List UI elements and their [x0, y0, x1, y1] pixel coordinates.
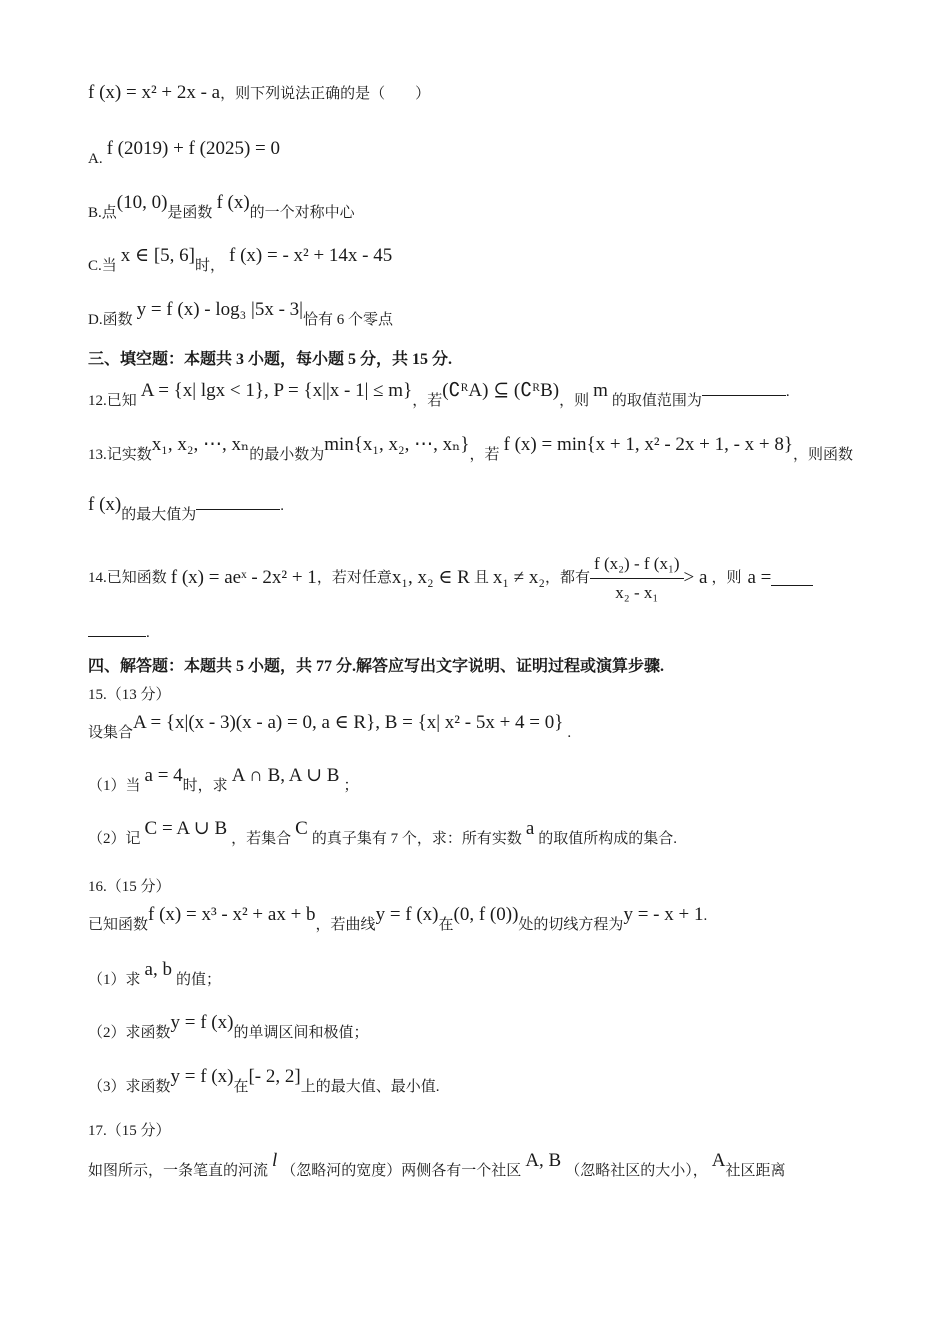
q17-text2: （忽略河的宽度）两侧各有一个社区 [281, 1163, 522, 1179]
q16-part1-label: （1）求 [88, 972, 141, 988]
q13-label: 13.记实数 [88, 447, 152, 463]
q16-part3-function: y = f (x) [170, 1066, 234, 1087]
q13-text3: ，则函数 [793, 447, 854, 463]
q14-text1: ，若对任意 [316, 570, 392, 586]
q16-text2: 在 [438, 917, 454, 933]
q15-part1-sets: A ∩ B, A ∪ B [231, 765, 340, 786]
q14-text2: 且 [473, 570, 489, 586]
q13-text4: 的最大值为 [121, 507, 197, 523]
option-b-point: (10, 0) [116, 192, 168, 213]
q13-end: . [280, 498, 284, 514]
q17-text1: 如图所示，一条笔直的河流 [88, 1163, 269, 1179]
q17-number: 17.（15 分） [88, 1123, 171, 1139]
q16-point: (0, f (0)) [453, 904, 519, 925]
q17-river-l: l [272, 1150, 278, 1171]
q13-text1: 的最小数为 [249, 447, 325, 463]
q14-answer-var: a = [747, 567, 772, 588]
q12-answer-blank [702, 381, 786, 396]
q14-function: f (x) = aeˣ - 2x² + 1 [170, 567, 317, 588]
q15-sets: A = {x|(x - 3)(x - a) = 0, a ∈ R}, B = {x| x² - 5x + 4 = 0} [133, 712, 564, 733]
q15-part2-set-c: C = A ∪ B [144, 818, 228, 839]
q16-text3: 处的切线方程为 [518, 917, 624, 933]
q14-condition: x₁ ≠ x₂ [492, 567, 546, 588]
q17-communities: A, B [525, 1150, 562, 1171]
q12-text3: 的取值范围为 [611, 393, 702, 409]
q17-community-a: A [711, 1150, 726, 1171]
q11-stem-formula: f (x) = x² + 2x - a [88, 82, 221, 103]
q16-part1-vars: a, b [144, 959, 172, 980]
q16-part2 [88, 1012, 862, 1044]
q16-part1 [88, 959, 862, 991]
q16-part3-text2: 上的最大值、最小值. [300, 1079, 440, 1095]
q15-part1-end: ； [343, 778, 359, 794]
q14-domain: x₁, x₂ ∈ R [391, 567, 470, 588]
q15-part1-text: 时，求 [182, 778, 228, 794]
q14-fraction [590, 553, 683, 604]
option-d-formula: y = f (x) - log₃ |5x - 3| [136, 299, 303, 320]
q14-fraction-numerator: f (x₂) - f (x₁) [590, 553, 683, 579]
q11-option-b [88, 192, 862, 224]
q13-line2 [88, 494, 862, 526]
option-c-formula: f (x) = - x² + 14x - 45 [229, 245, 393, 266]
q16-stem [88, 904, 862, 936]
q16-text1: ，若曲线 [315, 917, 376, 933]
option-c-text1: 时， [194, 258, 225, 274]
q15-part2-text3: 的取值所构成的集合. [538, 831, 678, 847]
section-4-heading: 四、解答题：本题共 5 小题，共 77 分.解答应写出文字说明、证明过程或演算步骤. [88, 658, 665, 675]
q12-text2: ，则 [559, 393, 590, 409]
q14-answer-blank-1 [771, 571, 813, 586]
q17-stem [88, 1150, 862, 1182]
q15-stem-label: 设集合 [88, 725, 134, 741]
q13-answer-blank [196, 495, 280, 510]
q15-stem-end: . [567, 725, 572, 741]
option-c-label: C.当 [88, 258, 117, 274]
q11-stem-text: ，则下列说法正确的是（ ） [220, 86, 431, 102]
q16-part2-function: y = f (x) [170, 1012, 234, 1033]
q16-function: f (x) = x³ - x² + ax + b [148, 904, 316, 925]
q15-part2-a: a [525, 818, 535, 839]
q14-answer-blank-2 [88, 622, 146, 637]
option-b-text2: 的一个对称中心 [249, 205, 355, 221]
q15-number: 15.（13 分） [88, 687, 171, 703]
q16-stem-end: . [703, 908, 708, 924]
q12-complement-relation: (∁ᴿA) ⊆ (∁ᴿB) [442, 380, 560, 401]
q16-part3-label: （3）求函数 [88, 1079, 171, 1095]
q12-variable-m: m [593, 380, 608, 401]
q15-part2 [88, 818, 862, 850]
q16-tangent-line: y = - x + 1 [623, 904, 704, 925]
q14-label: 14.已知函数 [88, 570, 167, 586]
q14-text3: ，都有 [545, 570, 591, 586]
q14-fraction-denominator: x₂ - x₁ [615, 582, 659, 602]
q17-text4: 社区距离 [725, 1163, 786, 1179]
q13-function-ref: f (x) [88, 494, 122, 515]
option-a-label: A. [88, 151, 103, 167]
q11-option-c [88, 245, 862, 277]
q15-stem [88, 712, 862, 744]
q13 [88, 434, 862, 466]
q15-part1-label: （1）当 [88, 778, 141, 794]
q13-function: f (x) = min{x + 1, x² - 2x + 1, - x + 8} [503, 434, 794, 455]
q17-text3: （忽略社区的大小）， [565, 1163, 708, 1179]
q16-curve: y = f (x) [375, 904, 439, 925]
q15-part1-condition: a = 4 [144, 765, 183, 786]
q12-text1: ，若 [412, 393, 443, 409]
q15-part2-label: （2）记 [88, 831, 141, 847]
q15-part2-c: C [295, 818, 308, 839]
q14-line2 [88, 622, 862, 644]
q12 [88, 380, 862, 412]
q15-part2-text1: ，若集合 [231, 831, 292, 847]
q16-part3-interval: [- 2, 2] [248, 1066, 301, 1087]
q14-inequality: > a [683, 567, 708, 588]
q14 [88, 548, 862, 608]
option-d-text: 恰有 6 个零点 [302, 312, 393, 328]
option-a-formula: f (2019) + f (2025) = 0 [106, 138, 280, 159]
q16-part3-text1: 在 [233, 1079, 249, 1095]
q12-sets: A = {x| lgx < 1}, P = {x||x - 1| ≤ m} [140, 380, 413, 401]
q13-min-definition: min{x₁, x₂, ⋯, xₙ} [324, 434, 470, 455]
q16-part1-text: 的值； [175, 972, 221, 988]
q11-stem [88, 82, 862, 105]
q11-option-a [88, 138, 862, 170]
option-d-label: D.函数 [88, 312, 133, 328]
q12-label: 12.已知 [88, 393, 137, 409]
q16-stem-label: 已知函数 [88, 917, 149, 933]
q15-part2-text2: 的真子集有 7 个，求：所有实数 [311, 831, 522, 847]
q16-part2-text: 的单调区间和极值； [233, 1025, 369, 1041]
section-3-heading: 三、填空题：本题共 3 小题，每小题 5 分，共 15 分. [88, 351, 453, 368]
q13-reals: x₁, x₂, ⋯, xₙ [151, 434, 250, 455]
q15-part1 [88, 765, 862, 797]
q12-end: . [785, 384, 790, 400]
option-b-label: B.点 [88, 205, 117, 221]
q16-part2-label: （2）求函数 [88, 1025, 171, 1041]
q14-text4: ，则 [711, 570, 742, 586]
option-b-text1: 是函数 [167, 205, 213, 221]
q13-text2: ，若 [469, 447, 500, 463]
option-b-function: f (x) [216, 192, 250, 213]
q16-number: 16.（15 分） [88, 879, 171, 895]
q14-end: . [146, 625, 150, 641]
option-c-interval: x ∈ [5, 6] [120, 245, 195, 266]
q16-part3 [88, 1066, 862, 1098]
q11-option-d [88, 299, 862, 331]
